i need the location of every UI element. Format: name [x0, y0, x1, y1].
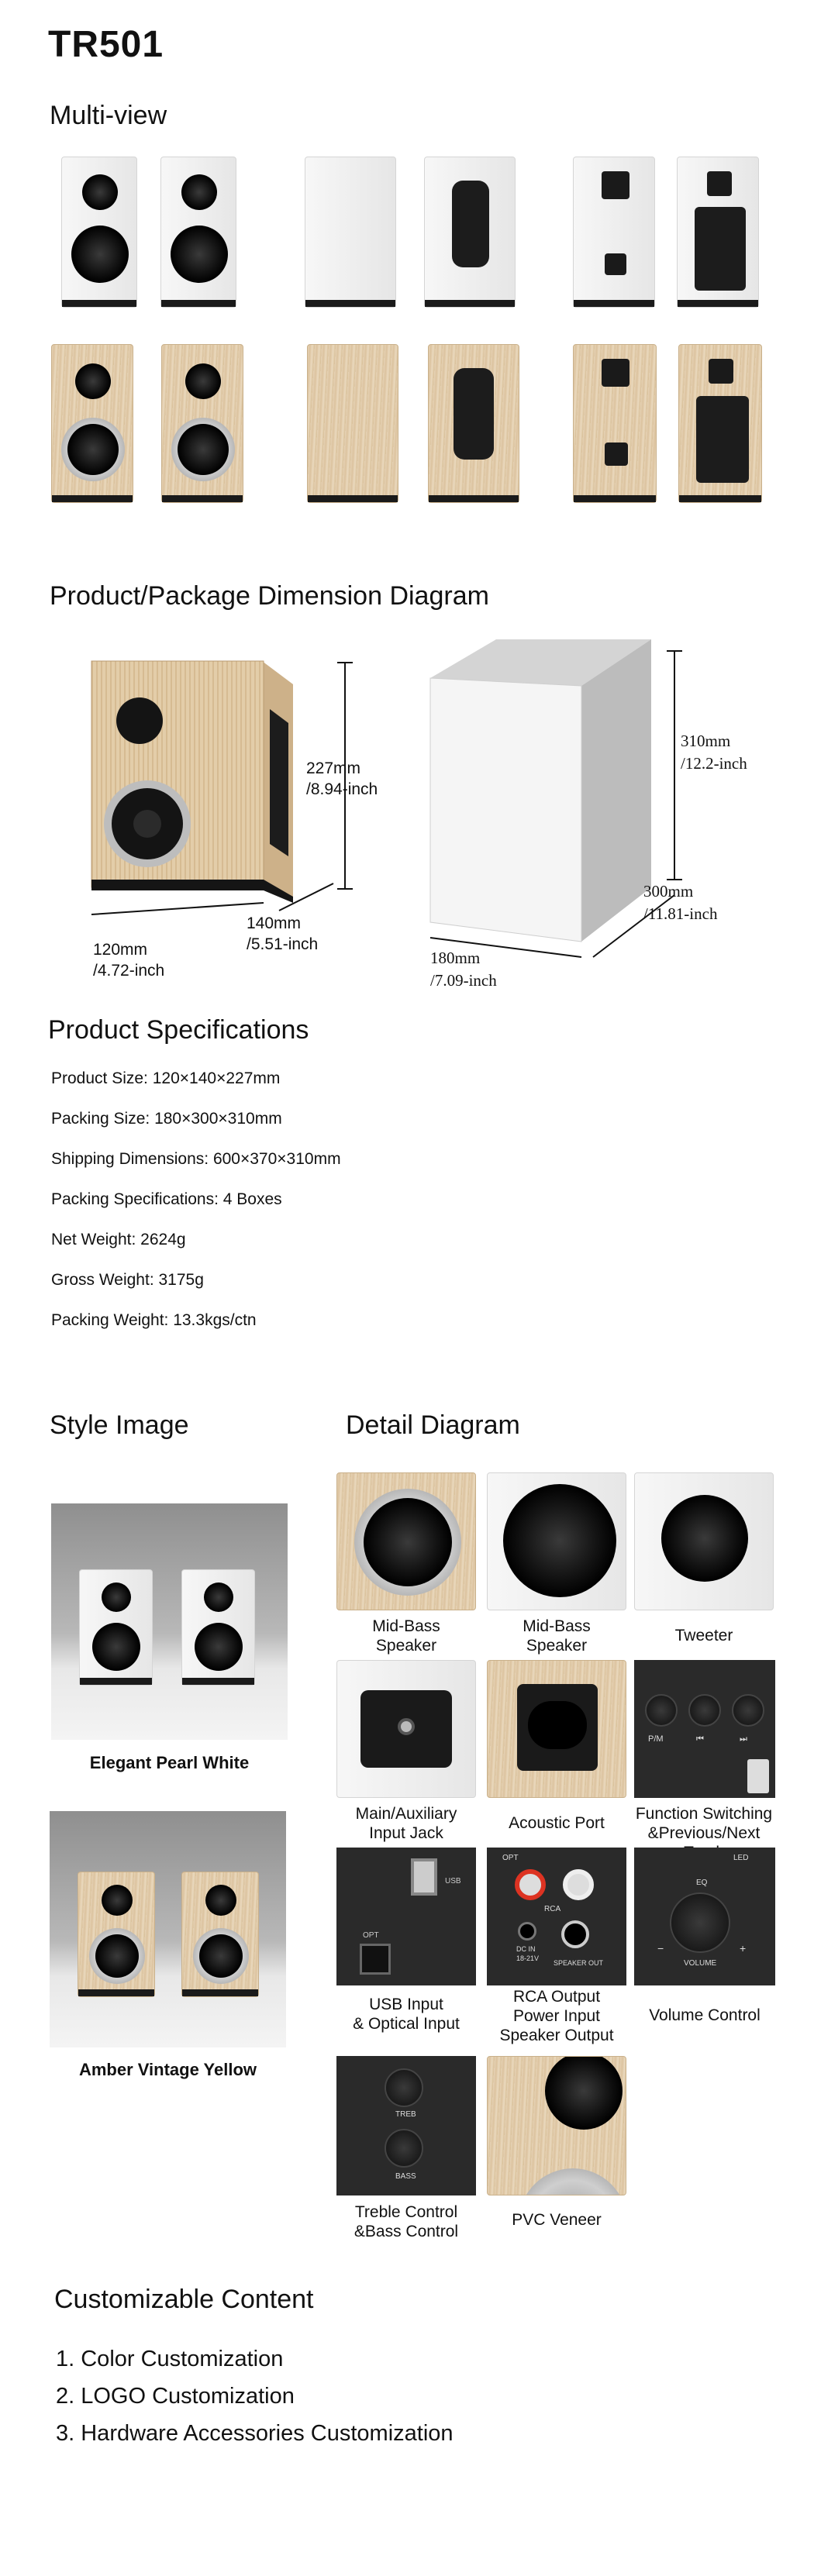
detail-caption	[487, 1617, 626, 1655]
bass-label: BASS	[395, 2172, 416, 2181]
speaker-out-label: SPEAKER OUT	[554, 1959, 604, 1967]
product-depth-label	[247, 913, 318, 956]
wood-front-view	[48, 341, 246, 508]
detail-caption	[487, 2210, 626, 2230]
spec-list	[51, 1069, 341, 1352]
package-depth-label	[643, 880, 717, 926]
caption-line: Function Switching	[635, 1805, 773, 1823]
package-width-label	[430, 947, 497, 993]
detail-tweeter	[634, 1472, 774, 1610]
style-heading: Style Image	[50, 1410, 189, 1440]
caption-line: &Previous/Next	[647, 1824, 761, 1843]
caption-line: Speaker	[526, 1637, 588, 1655]
dimension-heading: Product/Package Dimension Diagram	[50, 581, 489, 611]
caption-line: Speaker	[375, 1637, 437, 1655]
usb-label: USB	[445, 1877, 461, 1886]
product-depth-mm: 140mm	[247, 914, 302, 932]
custom-list	[56, 2347, 454, 2458]
spec-item: Product Size: 120×140×227mm	[51, 1069, 281, 1087]
spec-item: Packing Size: 180×300×310mm	[51, 1110, 282, 1128]
caption-line: & Optical Input	[353, 2015, 460, 2034]
caption-line: &Bass Control	[354, 2223, 459, 2241]
caption-line: Volume Control	[649, 2006, 761, 2024]
style-photo-white	[51, 1503, 288, 1740]
white-back-view	[570, 153, 764, 312]
product-height-mm: 227mm	[306, 759, 361, 777]
page-title: TR501	[48, 24, 164, 65]
rca-label: RCA	[544, 1905, 561, 1913]
caption-line: Power Input	[512, 2007, 601, 2026]
style-caption-wood: Amber Vintage Yellow	[78, 2060, 257, 2079]
detail-treble-bass	[336, 2056, 476, 2195]
detail-caption	[634, 2006, 775, 2025]
detail-caption	[336, 1617, 476, 1655]
spec-item: Net Weight: 2624g	[51, 1231, 186, 1248]
product-width-mm: 120mm	[93, 941, 148, 959]
prev-icon: ⏮	[696, 1734, 704, 1744]
dcin-label: DC IN	[516, 1945, 536, 1953]
opt-label: OPT	[502, 1854, 519, 1862]
detail-mid-bass-wood	[336, 1472, 476, 1610]
minus-icon: −	[657, 1942, 664, 1954]
spec-item: Gross Weight: 3175g	[51, 1271, 204, 1289]
package-width-mm: 180mm	[430, 949, 481, 967]
caption-line: PVC Veneer	[512, 2211, 602, 2229]
detail-caption	[336, 1995, 476, 2034]
detail-caption	[336, 2202, 476, 2241]
detail-caption	[336, 1804, 476, 1843]
dcv-label: 18-21V	[516, 1954, 540, 1962]
white-front-view	[58, 153, 244, 312]
white-side-view	[298, 153, 531, 312]
package-height-label	[681, 730, 747, 776]
detail-volume-knob	[634, 1848, 775, 1985]
detail-function-buttons	[634, 1660, 775, 1798]
detail-usb-optical	[336, 1848, 476, 1985]
package-height-mm: 310mm	[681, 732, 731, 750]
product-height-label	[306, 758, 378, 801]
caption-line: Input Jack	[369, 1824, 443, 1843]
volume-label: VOLUME	[684, 1959, 717, 1968]
detail-mid-bass-white	[487, 1472, 626, 1610]
detail-input-jack	[336, 1660, 476, 1798]
eq-label: EQ	[696, 1879, 708, 1887]
detail-acoustic-port	[487, 1660, 626, 1798]
detail-heading: Detail Diagram	[346, 1410, 520, 1440]
custom-heading: Customizable Content	[54, 2285, 314, 2314]
spec-item: Packing Specifications: 4 Boxes	[51, 1190, 282, 1208]
caption-line: Mid-Bass	[523, 1617, 591, 1635]
spec-item: Shipping Dimensions: 600×370×310mm	[51, 1150, 341, 1168]
package-width-inch: /7.09-inch	[430, 971, 497, 990]
multiview-heading: Multi-view	[50, 101, 167, 130]
product-width-label	[93, 939, 164, 982]
product-height-inch: /8.94-inch	[306, 780, 378, 799]
product-depth-inch: /5.51-inch	[247, 935, 319, 954]
package-dimension-figure	[419, 632, 744, 988]
led-label: LED	[733, 1854, 749, 1862]
style-caption-white: Elegant Pearl White	[89, 1753, 250, 1772]
caption-line: Tweeter	[674, 1627, 733, 1644]
plus-icon: +	[740, 1942, 747, 1954]
caption-line: USB Input	[369, 1996, 443, 2013]
specs-heading: Product Specifications	[48, 1015, 309, 1045]
package-depth-inch: /11.81-inch	[643, 904, 718, 924]
custom-item: 2. LOGO Customization	[56, 2384, 295, 2409]
detail-pvc-veneer	[487, 2056, 626, 2195]
style-photo-wood	[50, 1811, 286, 2047]
custom-item: 1. Color Customization	[56, 2347, 284, 2371]
treb-label: TREB	[395, 2110, 416, 2119]
caption-line: Speaker Output	[499, 2027, 614, 2045]
product-width-inch: /4.72-inch	[93, 962, 165, 980]
package-height-inch: /12.2-inch	[681, 754, 747, 773]
caption-line: Mid-Bass	[372, 1617, 440, 1635]
pm-label: P/M	[648, 1734, 664, 1744]
next-icon: ⏭	[740, 1734, 747, 1744]
wood-back-view	[570, 341, 767, 508]
custom-item: 3. Hardware Accessories Customization	[56, 2421, 454, 2446]
caption-line: RCA Output	[512, 1988, 601, 2006]
detail-rca-power-speaker	[487, 1848, 626, 1985]
detail-caption	[634, 1626, 774, 1645]
spec-item: Packing Weight: 13.3kgs/ctn	[51, 1311, 257, 1329]
detail-caption	[479, 1987, 634, 2046]
detail-caption	[487, 1813, 626, 1833]
package-depth-mm: 300mm	[643, 882, 694, 901]
caption-line: Acoustic Port	[509, 1814, 605, 1832]
opt-label: OPT	[363, 1931, 379, 1940]
wood-side-view	[302, 341, 527, 508]
caption-line: Treble Control	[354, 2203, 458, 2221]
caption-line: Main/Auxiliary	[355, 1805, 457, 1823]
